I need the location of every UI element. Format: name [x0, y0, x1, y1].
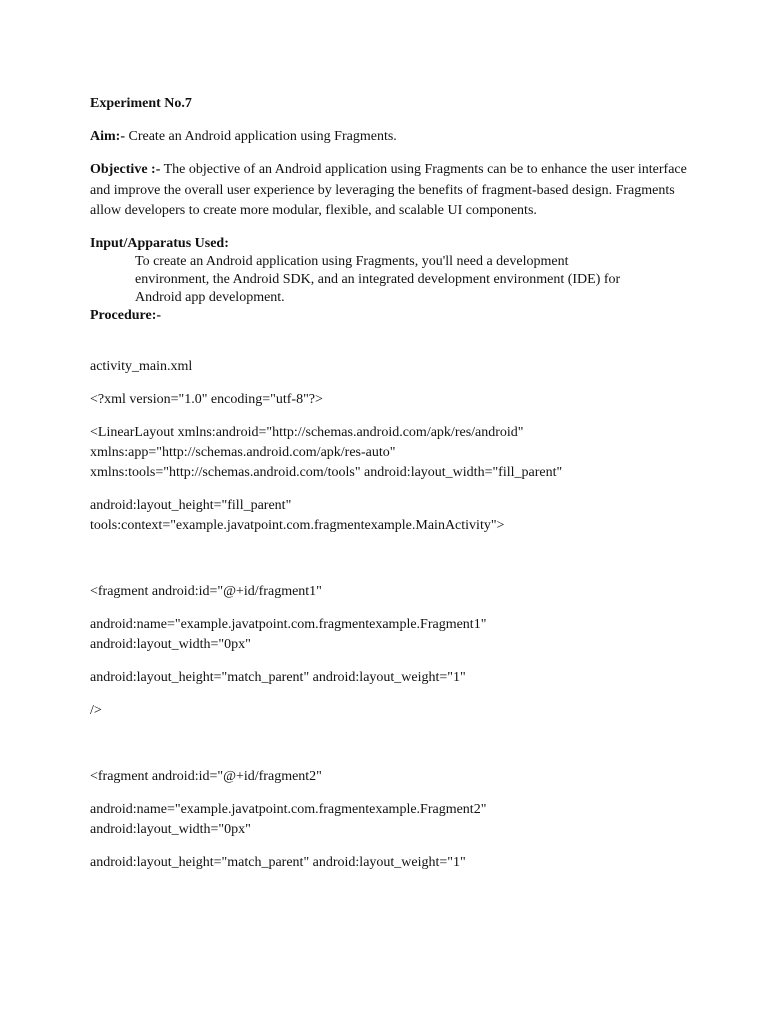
code-linearlayout-3: xmlns:tools="http://schemas.android.com/tools" android:layout_width="fill_parent": [90, 465, 563, 481]
experiment-title: Experiment No.7: [90, 96, 192, 111]
document-page: [90, 94, 690, 873]
code-xml-declaration: <?xml version="1.0" encoding="utf-8"?>: [90, 392, 323, 408]
code-linearlayout-5: tools:context="example.javatpoint.com.fragmentexample.MainActivity">: [90, 518, 505, 534]
code-fragment2-open: <fragment android:id="@+id/fragment2": [90, 769, 322, 785]
code-filename: activity_main.xml: [90, 359, 193, 375]
aim-line: [90, 127, 690, 147]
objective-paragraph: [90, 160, 690, 222]
objective-text: The objective of an Android application using Fragments can be to enhance the user interface and improve the overall user experience by leveraging the benefits of fragment-based design. Fragments allow developers to create more modular, flexible, and scalable UI components.: [90, 162, 687, 219]
code-linearlayout-2: xmlns:app="http://schemas.android.com/apk/res-auto": [90, 445, 396, 461]
code-fragment2-height: android:layout_height="match_parent" android:layout_weight="1": [90, 855, 466, 871]
code-fragment1-close: />: [90, 703, 102, 719]
input-line-1: To create an Android application using Fragments, you'll need a development: [135, 254, 569, 270]
code-fragment1-open: <fragment android:id="@+id/fragment1": [90, 584, 322, 600]
code-linearlayout-4: android:layout_height="fill_parent": [90, 498, 292, 514]
input-line-2: environment, the Android SDK, and an integrated development environment (IDE) for: [135, 272, 621, 288]
input-text: [90, 253, 690, 307]
input-label: Input/Apparatus Used:: [90, 236, 229, 252]
code-linearlayout-1: <LinearLayout xmlns:android="http://schemas.android.com/apk/res/android": [90, 425, 524, 441]
procedure-label: Procedure:-: [90, 308, 162, 324]
input-line-3: Android app development.: [135, 290, 285, 306]
code-fragment1-width: android:layout_width="0px": [90, 637, 251, 653]
code-fragment2-name: android:name="example.javatpoint.com.fragmentexample.Fragment2": [90, 802, 487, 818]
code-fragment1-name: android:name="example.javatpoint.com.fragmentexample.Fragment1": [90, 617, 487, 633]
code-fragment2-width: android:layout_width="0px": [90, 822, 251, 838]
code-fragment1-height: android:layout_height="match_parent" android:layout_weight="1": [90, 670, 466, 686]
objective-label: Objective :-: [90, 162, 161, 177]
aim-text: Create an Android application using Fragments.: [125, 129, 397, 144]
aim-label: Aim:-: [90, 129, 125, 144]
